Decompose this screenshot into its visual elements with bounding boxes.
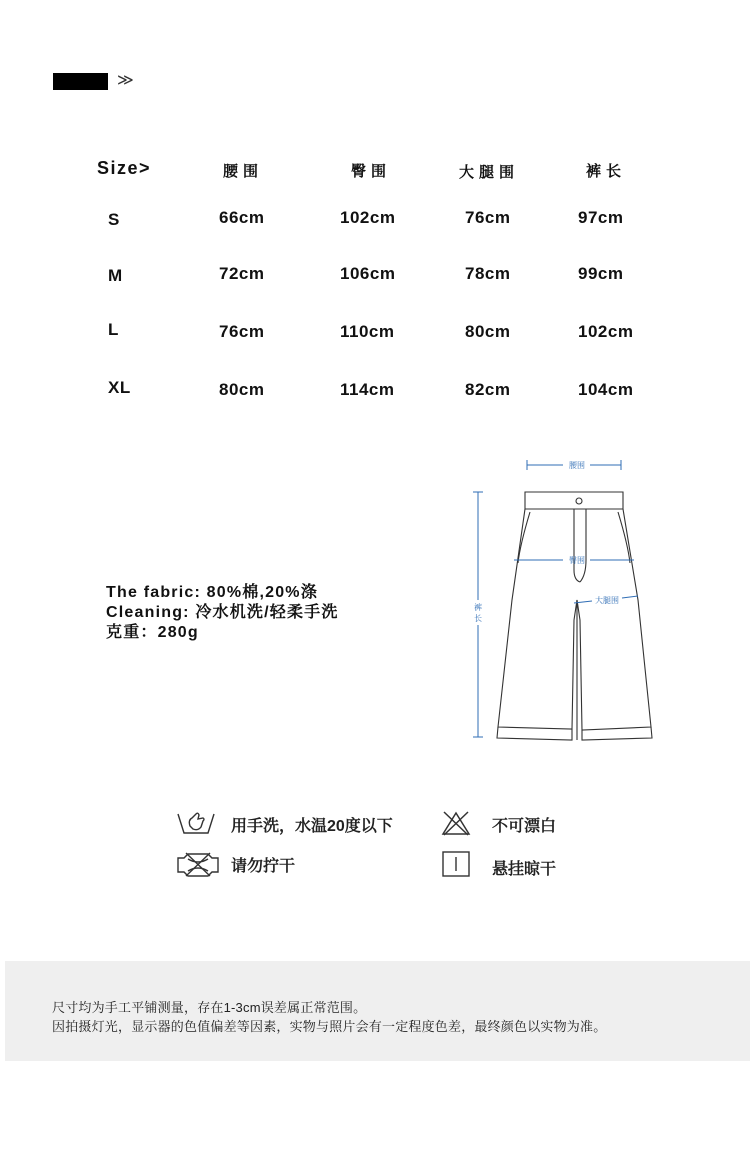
table-cell: 80cm <box>465 322 511 341</box>
length-header: 裤长 <box>586 163 627 180</box>
table-cell: 106cm <box>340 264 396 283</box>
hand-wash-icon <box>176 808 216 836</box>
size-cell: M <box>108 266 123 285</box>
hip-dim-label: 臀围 <box>569 556 585 565</box>
cleaning-instructions: Cleaning: 冷水机洗/轻柔手洗 <box>106 604 339 621</box>
no-wring-label: 请勿拧干 <box>231 858 296 875</box>
waist-dim-label: 腰围 <box>569 461 585 470</box>
size-cell: S <box>108 210 120 229</box>
table-cell: 82cm <box>465 380 511 399</box>
size-header: Size> <box>97 158 152 178</box>
no-wring-icon <box>176 851 220 877</box>
table-cell: 72cm <box>219 264 265 283</box>
table-cell: 110cm <box>340 322 395 341</box>
no-bleach-icon <box>440 810 472 836</box>
disclaimer-line-2: 因拍摄灯光，显示器的色值偏差等因素，实物与照片会有一定程度色差，最终颜色以实物为准。 <box>52 1019 607 1034</box>
hang-dry-icon <box>442 851 470 877</box>
hang-dry-label: 悬挂晾干 <box>492 861 557 878</box>
table-cell: 102cm <box>340 208 396 227</box>
no-bleach-label: 不可漂白 <box>492 818 557 835</box>
table-cell: 104cm <box>578 380 634 399</box>
hip-header: 臀围 <box>351 163 392 180</box>
table-cell: 99cm <box>578 264 624 283</box>
disclaimer-footer <box>5 961 750 1061</box>
double-chevron-icon: ≫ <box>117 70 134 89</box>
size-cell: XL <box>108 378 131 397</box>
waist-header: 腰围 <box>223 163 264 180</box>
fabric-weight: 克重：280g <box>106 624 199 641</box>
size-cell: L <box>108 320 119 339</box>
hand-wash-label: 用手洗，水温20度以下 <box>231 818 393 835</box>
table-cell: 78cm <box>465 264 511 283</box>
length-dim-label-1: 裤 <box>474 603 482 612</box>
fabric-info <box>106 583 339 643</box>
table-cell: 76cm <box>219 322 265 341</box>
table-cell: 80cm <box>219 380 265 399</box>
thigh-dim-label: 大腿围 <box>595 596 619 605</box>
length-dim-label-2: 长 <box>474 614 482 623</box>
fabric-composition: The fabric: 80%棉,20%涤 <box>106 584 318 601</box>
table-cell: 66cm <box>219 208 265 227</box>
table-cell: 76cm <box>465 208 511 227</box>
size-table <box>0 0 750 420</box>
table-cell: 102cm <box>578 322 634 341</box>
thigh-header: 大腿围 <box>459 164 520 181</box>
table-cell: 97cm <box>578 208 624 227</box>
disclaimer-line-1: 尺寸均为手工平铺测量，存在1-3cm误差属正常范围。 <box>52 1000 367 1015</box>
pants-diagram <box>465 453 665 748</box>
table-cell: 114cm <box>340 380 395 399</box>
